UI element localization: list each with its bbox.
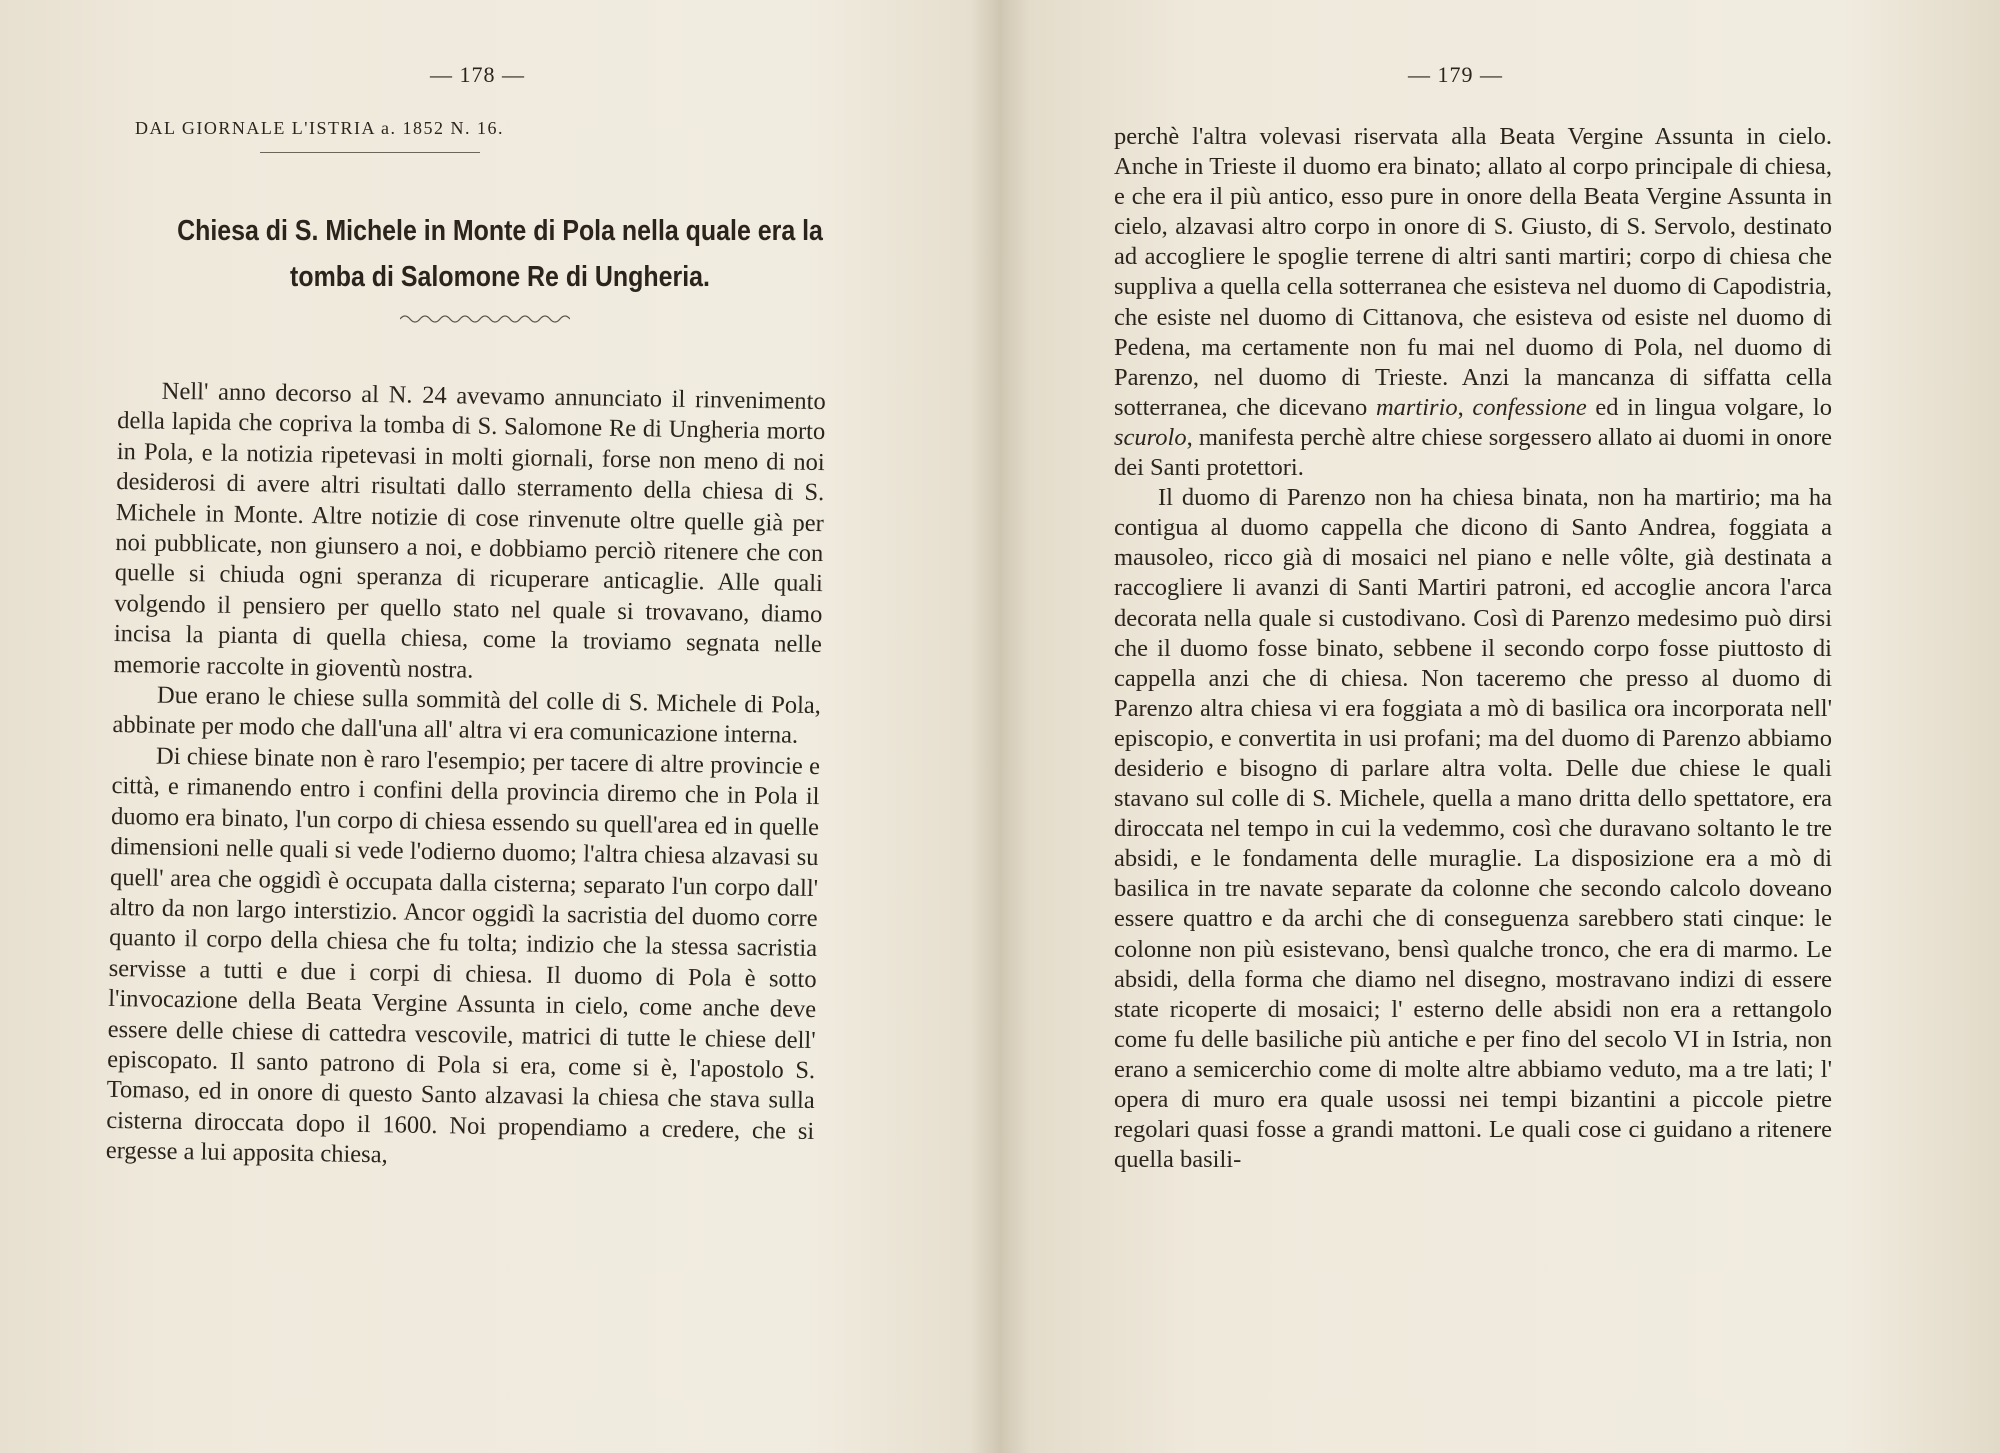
- text-run: ,: [1457, 393, 1473, 421]
- paragraph: Il duomo di Parenzo non ha chiesa binata, non ha martirio; ma ha contigua al duomo cappella che dicono di Santo Andrea, foggiata a mausoleo, ricco già di mosaici nel piano e nelle vôlte, già destinata a raccogliere li avanzi di Santi Martiri patroni, ed accoglie ancora l'arca decorata nella quale si custodivano. Così di Parenzo medesimo può dirsi che il duomo fosse binato, sebbene il secondo corpo fosse piuttosto di cappella anzi che di chiesa. Non taceremo che presso al duomo di Parenzo altra chiesa vi era foggiata a mò di basilica ora incorporata nell' episcopio, e convertita in usi profani; ma del duomo di Parenzo abbiamo desiderio e bisogno di parlare altra volta. Delle due chiese le quali stavano sul colle di S. Michele, quella a mano dritta dello spettatore, era diroccata nel tempo in cui la vedemmo, così che duravano soltanto le tre absidi, e le fondamenta delle muraglie. La disposizione era a mò di basilica in tre navate separate da colonne che secondo calcolo doveano essere quattro e da archi che di conseguenza sarebbero stati cinque: le colonne non più esistevano, bensì qualche tronco, che era di marmo. Le absidi, della forma che diamo nel disegno, mostravano indizi di essere state ricoperte di mosaici; l' esterno delle absidi non era a rettangolo come fu delle basiliche più antiche e per fino del secolo VI in Istria, non erano a semicerchio come di molte altre abbiamo veduto, ma a tre lati; l' opera di muro era quale usossi nei tempi bizantini a piccole pietre regolari quasi fosse a grandi mattoni. Le quali cose ci guidano a ritenere quella basili-: [1114, 484, 1832, 1174]
- wavy-ornament-icon: [400, 310, 570, 328]
- paragraph: Di chiese binate non è raro l'esempio; per tacere di altre provincie e città, e rimanendo entro i confini della provincia diremo che in Pola il duomo era binato, l'un corpo di chiesa essendo su quell'area ed in quelle dimensioni nelle quali si vede l'odierno duomo; l'altra chiesa alzavasi su quell' area che oggidì è occupata dalla cisterna; separato l'un corpo dall' altro da non largo interstizio. Ancor oggidì la sacristia del duomo corre quanto il corpo della chiesa che fu tolta; indizio che la stessa sacristia servisse a tutti e due i corpi di chiesa. Il duomo di Pola è sotto l'invocazione della Beata Vergine Assunta in cielo, come anche deve essere delle chiese di cattedra vescovile, matrici di tutte le chiese dell' episcopato. Il santo patrono di Pola si era, come si è, l'apostolo S. Tomaso, ed in onore di questo Santo alzavasi la chiesa che stava sulla cisterna diroccata dopo il 1600. Noi propendiamo a credere, che si ergesse a lui apposita chiesa,: [105, 742, 821, 1169]
- paragraph: Nell' anno decorso al N. 24 avevamo annunciato il rinvenimento della lapida che copriva la tomba di S. Salomone Re di Ungheria morto in Pola, e la notizia ripetevasi in molti giornali, forse non meno di noi desiderosi di avere altri risultati dallo sterramento della chiesa di S. Michele in Monte. Altre notizie di cose rinvenute oltre quelle già per noi pubblicate, non giunsero a noi, e dobbiamo perciò ritenere che con quelle si chiuda ogni speranza di ricuperare anticaglie. Alle quali volgendo il pensiero per quello stato nel quale si trovavano, diamo incisa la pianta di quella chiesa, come la troviamo segnata nelle memorie raccolte in gioventù nostra.: [113, 377, 826, 684]
- text-run: , manifesta perchè altre chiese sorgessero allato ai duomi in onore dei Santi protettori.: [1114, 423, 1832, 482]
- italic-term: confessione: [1472, 393, 1587, 421]
- italic-term: scurolo: [1114, 423, 1187, 451]
- paragraph: [1114, 122, 1832, 483]
- text-run: perchè l'altra volevasi riservata alla Beata Vergine Assunta in cielo. Anche in Trieste il duomo era binato; allato al corpo principale di chiesa, e che era il più antico, esso pure in onore della Beata Vergine Assunta in cielo, alzavasi altro corpo in onore di S. Giusto, di S. Servolo, destinato ad accogliere le spoglie terrene di altri santi martiri; corpo di chiesa che suppliva a quella cella sotterranea che esisteva nel duomo di Capodistria, che esiste nel duomo di Cittanova, che esisteva od esiste nel duomo di Pedena, ma certamente non fu mai nel duomo di Pola, nel duomo di Parenzo, nel duomo di Trieste. Anzi la mancanza di siffatta cella sotterranea, che dicevano: [1114, 123, 1832, 421]
- left-body-text: [106, 376, 826, 1178]
- paragraph: Due erano le chiese sulla sommità del colle di S. Michele di Pola, abbinate per modo che dall'una all' altra vi era comunicazione interna.: [112, 681, 822, 750]
- page-number-right: — 179 —: [1408, 62, 1503, 87]
- source-divider: [260, 152, 480, 153]
- right-body-text: [1114, 122, 1832, 1175]
- text-run: ed in lingua volgare, lo: [1586, 393, 1832, 421]
- right-page: [1000, 0, 2000, 1453]
- italic-term: martirio: [1375, 393, 1458, 421]
- page-number-left: — 178 —: [430, 62, 525, 87]
- article-title: Chiesa di S. Michele in Monte di Pola nella quale era la tomba di Salomone Re di Ungheria.: [177, 215, 823, 293]
- source-heading: DAL GIORNALE L'ISTRIA a. 1852 N. 16.: [135, 118, 505, 138]
